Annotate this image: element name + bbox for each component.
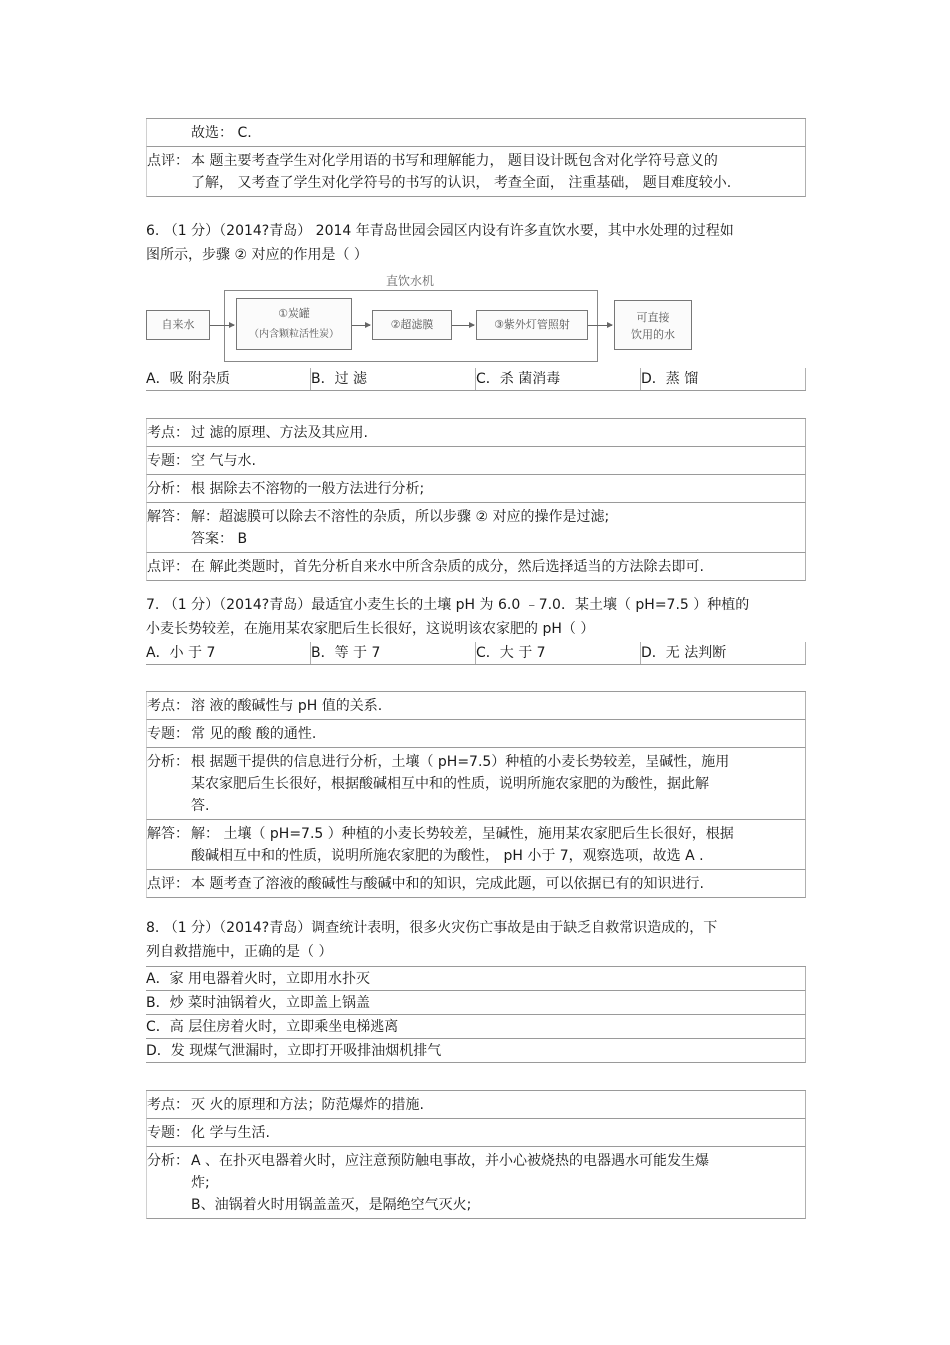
- analysis-row: [146, 1091, 806, 1119]
- row-label: 专题：: [147, 453, 189, 469]
- q8-analysis-table: [146, 1090, 806, 1219]
- row-text: 化 学与生活.: [191, 1125, 270, 1141]
- analysis-row: [146, 475, 806, 503]
- row-text: 根 据题干提供的信息进行分析，土壤（ pH=7.5）种植的小麦长势较差，呈碱性，施用: [191, 754, 730, 770]
- option-d[interactable]: D．无 法判断: [641, 642, 806, 664]
- row-label: 考点：: [147, 698, 189, 714]
- row-label: 考点：: [147, 425, 189, 441]
- analysis-row: [146, 748, 806, 820]
- row-label: 分析：: [147, 754, 189, 770]
- analysis-row: [146, 503, 806, 553]
- row-label: 分析：: [147, 481, 189, 497]
- row-label: 解答：: [147, 509, 189, 525]
- option-b[interactable]: B．炒 菜时油锅着火，立即盖上锅盖: [146, 991, 806, 1015]
- row-text: 根 据除去不溶物的一般方法进行分析;: [191, 481, 425, 497]
- analysis-row: [146, 692, 806, 720]
- drinking-water-box: [614, 300, 692, 350]
- row-text: 常 见的酸 酸的通性.: [191, 726, 317, 742]
- tap-water-box: 自来水: [146, 310, 210, 340]
- prev-analysis-table: [146, 118, 806, 197]
- machine-label: 直饮水机: [386, 274, 435, 288]
- question-line: 小麦长势较差，在施用某农家肥后生长很好，这说明该农家肥的 pH（ ）: [146, 621, 595, 637]
- row-label: 解答：: [147, 826, 189, 842]
- comment-line: 了解， 又考查了学生对化学符号的书写的认识， 考查全面， 注重基础， 题目难度较小.: [191, 175, 732, 191]
- row-label: 点评：: [147, 153, 189, 169]
- row-text: B、油锅着火时用锅盖盖灭，是隔绝空气灭火;: [191, 1197, 472, 1213]
- analysis-row: [146, 720, 806, 748]
- arrow: [352, 325, 370, 326]
- analysis-row: [146, 820, 806, 870]
- ultrafiltration-box: ②超滤膜: [372, 310, 452, 340]
- row-text: 炸;: [191, 1175, 210, 1191]
- row-label: 分析：: [147, 1153, 189, 1169]
- question-line: 6. （1 分）（2014?青岛） 2014 年青岛世园会园区内设有许多直饮水要，其中水处理的过程如: [146, 223, 734, 239]
- q8-options: [146, 966, 806, 1063]
- analysis-row: [146, 447, 806, 475]
- arrow: [588, 325, 612, 326]
- option-b[interactable]: B．过 滤: [311, 368, 476, 390]
- option-c[interactable]: C．大 于 7: [476, 642, 641, 664]
- option-a[interactable]: A．家 用电器着火时，立即用水扑灭: [146, 967, 806, 991]
- row-text: 酸碱相互中和的性质，说明所施农家肥的为酸性， pH 小于 7，观察选项，故选 A .: [191, 848, 704, 864]
- analysis-row: [146, 1147, 806, 1219]
- row-text: 溶 液的酸碱性与 pH 值的关系.: [191, 698, 383, 714]
- row-text: 过 滤的原理、方法及其应用.: [191, 425, 368, 441]
- q7-analysis-table: [146, 691, 806, 898]
- option-a[interactable]: A．小 于 7: [146, 642, 311, 664]
- row-text: 解：超滤膜可以除去不溶性的杂质，所以步骤 ② 对应的操作是过滤;: [191, 509, 610, 525]
- row-label: 考点：: [147, 1097, 189, 1113]
- row-text: 解： 土壤（ pH=7.5 ）种植的小麦长势较差，呈碱性，施用某农家肥后生长很好，根据: [191, 826, 734, 842]
- row-text: 在 解此类题时，首先分析自来水中所含杂质的成分，然后选择适当的方法除去即可.: [191, 559, 704, 575]
- answer-row: [146, 119, 806, 147]
- question-line: 7. （1 分）（2014?青岛）最适宜小麦生长的土壤 pH 为 6.0 ﹣7.0．某土壤（ pH=7.5 ）种植的: [146, 597, 750, 613]
- comment-line: 本 题主要考查学生对化学用语的书写和理解能力， 题目设计既包含对化学符号意义的: [191, 153, 718, 169]
- row-text: 空 气与水.: [191, 453, 256, 469]
- carbon-filter-box: [236, 298, 352, 350]
- arrow: [210, 325, 234, 326]
- row-label: 点评：: [147, 876, 189, 892]
- row-text: 某农家肥后生长很好，根据酸碱相互中和的性质，说明所施农家肥的为酸性，据此解: [191, 776, 709, 792]
- row-label: 专题：: [147, 726, 189, 742]
- uv-lamp-box: ③紫外灯管照射: [476, 310, 588, 340]
- row-text: 答案： B: [191, 531, 248, 547]
- analysis-row: [146, 419, 806, 447]
- option-d[interactable]: D．发 现煤气泄漏时，立即打开吸排油烟机排气: [146, 1039, 806, 1063]
- row-text: 本 题考查了溶液的酸碱性与酸碱中和的知识，完成此题，可以依据已有的知识进行.: [191, 876, 704, 892]
- q6-options: [146, 368, 806, 391]
- step1-sublabel: （内含颗粒活性炭）: [249, 329, 339, 340]
- q7-options: [146, 642, 806, 665]
- comment-row: [146, 147, 806, 197]
- question-line: 图所示，步骤 ② 对应的作用是（ ）: [146, 247, 368, 263]
- analysis-row: [146, 553, 806, 581]
- option-b[interactable]: B．等 于 7: [311, 642, 476, 664]
- analysis-row: [146, 1119, 806, 1147]
- row-label: 点评：: [147, 559, 189, 575]
- row-text: 答.: [191, 798, 210, 814]
- row-text: 灭 火的原理和方法；防范爆炸的措施.: [191, 1097, 424, 1113]
- output-line: 饮用的水: [631, 328, 675, 341]
- arrow: [452, 325, 474, 326]
- answer-text: 故选： C.: [191, 125, 252, 141]
- step1-label: ①炭罐: [278, 307, 310, 320]
- water-treatment-diagram: [146, 270, 706, 366]
- option-c[interactable]: C．杀 菌消毒: [476, 368, 641, 390]
- question-line: 8. （1 分）（2014?青岛）调查统计表明，很多火灾伤亡事故是由于缺乏自救常识造成的，下: [146, 920, 718, 936]
- question-6: [146, 219, 806, 267]
- option-c[interactable]: C．高 层住房着火时，立即乘坐电梯逃离: [146, 1015, 806, 1039]
- output-line: 可直接: [636, 311, 670, 324]
- row-text: A 、在扑灭电器着火时，应注意预防触电事故，并小心被烧热的电器遇水可能发生爆: [191, 1153, 710, 1169]
- analysis-row: [146, 870, 806, 898]
- question-8: [146, 916, 806, 964]
- option-a[interactable]: A．吸 附杂质: [146, 368, 311, 390]
- question-7: [146, 593, 806, 641]
- row-label: 专题：: [147, 1125, 189, 1141]
- question-line: 列自救措施中，正确的是（ ）: [146, 944, 333, 960]
- option-d[interactable]: D．蒸 馏: [641, 368, 806, 390]
- q6-analysis-table: [146, 418, 806, 581]
